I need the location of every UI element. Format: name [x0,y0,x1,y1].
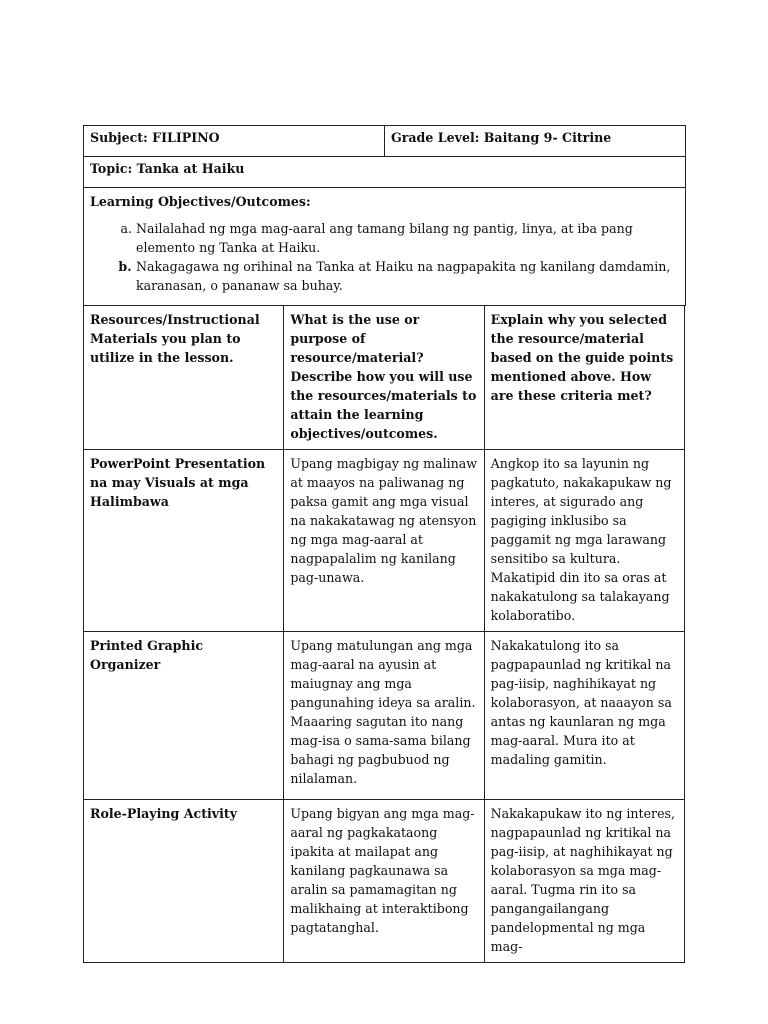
purpose-cell: Upang matulungan ang mga mag-aaral na ayusin at maiugnay ang mga pangunahing ideya sa aralin. Maaaring sagutan ito nang mag-isa o sama-sama bilang bahagi ng pagbubuod ng nilalaman. [284,632,484,800]
reason-cell: Angkop ito sa layunin ng pagkatuto, nakakapukaw ng interes, at sigurado ang pagiging inklusibo sa paggamit ng mga larawang sensitibo sa kultura. Makatipid din ito sa oras at nakakatulong sa talakayang kolaboratibo. [484,450,684,632]
objective-item: b. Nakagagawa ng orihinal na Tanka at Haiku na nagpapakita ng kanilang damdamin, karanasan, o pananaw sa buhay. [136,257,679,295]
subject-cell: Subject: FILIPINO [84,126,385,157]
lesson-header-table [83,125,686,306]
topic-cell: Topic: Tanka at Haiku [84,157,686,188]
objectives-list [90,219,679,295]
table-row [84,800,685,963]
grade-level-cell: Grade Level: Baitang 9- Citrine [385,126,686,157]
resources-table [83,305,685,963]
purpose-cell: Upang magbigay ng malinaw at maayos na paliwanag ng paksa gamit ang mga visual na nakakatawag ng atensyon ng mga mag-aaral at nagpapalalim ng kanilang pag-unawa. [284,450,484,632]
column-header-resources: Resources/Instructional Materials you plan to utilize in the lesson. [84,306,284,450]
column-header-purpose: What is the use or purpose of resource/material? Describe how you will use the resources/materials to attain the learning objectives/outcomes. [284,306,484,450]
reason-cell: Nakakatulong ito sa pagpapaunlad ng kritikal na pag-iisip, naghihikayat ng kolaborasyon, at naaayon sa antas ng kaunlaran ng mga mag-aaral. Mura ito at madaling gamitin. [484,632,684,800]
objectives-row [84,188,686,306]
purpose-cell: Upang bigyan ang mga mag-aaral ng pagkakataong ipakita at mailapat ang kanilang pagkaunawa sa aralin sa pamamagitan ng malikhaing at interaktibong pagtatanghal. [284,800,484,963]
subject-grade-row [84,126,686,157]
table-row [84,632,685,800]
resource-cell: Role-Playing Activity [84,800,284,963]
lesson-plan-page [83,125,685,963]
objective-item: a. Nailalahad ng mga mag-aaral ang tamang bilang ng pantig, linya, at iba pang elemento ng Tanka at Haiku. [136,219,679,257]
resource-cell: Printed Graphic Organizer [84,632,284,800]
table-row [84,450,685,632]
resources-table-header [84,306,685,450]
objectives-title: Learning Objectives/Outcomes: [90,194,311,209]
reason-cell: Nakakapukaw ito ng interes, nagpapaunlad ng kritikal na pag-iisip, at naghihikayat ng kolaborasyon sa mga mag-aaral. Tugma rin ito sa pangangailangang pandelopmental ng mga mag- [484,800,684,963]
resource-cell: PowerPoint Presentation na may Visuals at mga Halimbawa [84,450,284,632]
column-header-reason: Explain why you selected the resource/material based on the guide points mentioned above. How are these criteria met? [484,306,684,450]
topic-row [84,157,686,188]
objectives-cell [84,188,686,306]
